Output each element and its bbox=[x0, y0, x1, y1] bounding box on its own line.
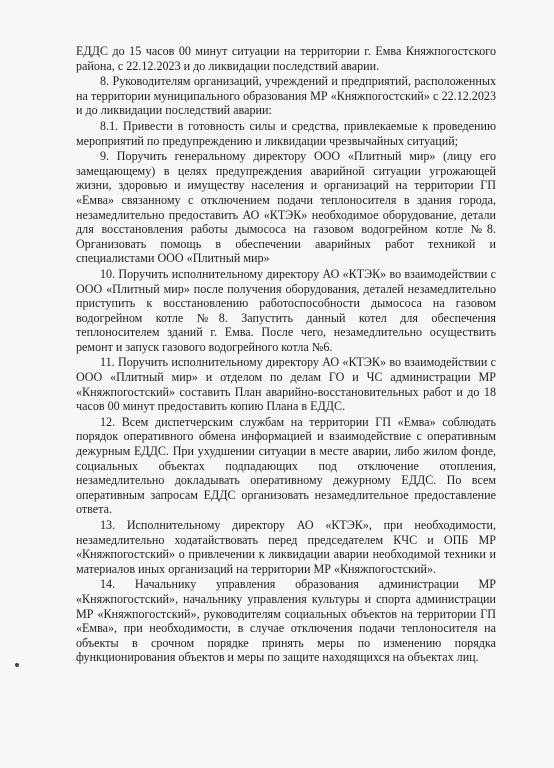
paragraph-item-11: 11. Поручить исполнительному директору АО «КТЭК» во взаимодействии с ООО «Плитный мир» и отделом по делам ГО и ЧС администрации МР «Княжпогостский» составить План аварийно-восстановительных работ и до 18 часов 00 минут предоставить копию Плана в ЕДДС. bbox=[76, 355, 496, 414]
paragraph-item-13: 13. Исполнительному директору АО «КТЭК», при необходимости, незамедлительно ходатайствовать перед председателем КЧС и ОПБ МР «Княжпогостский» о привлечении к ликвидации аварии необходимой техники и материалов иных организаций на территории МР «Княжпогостский». bbox=[76, 518, 496, 576]
paragraph-continuation: ЕДДС до 15 часов 00 минут ситуации на территории г. Емва Княжпогостского района, с 22.12.2023 и до ликвидации последствий аварии. bbox=[76, 44, 496, 73]
paragraph-item-9: 9. Поручить генеральному директору ООО «Плитный мир» (лицу его замещающему) в целях предупреждения аварийной ситуации угрожающей жизни, здоровью и имуществу населения и организаций на территории ГП «Емва» связанному с отключением подачи теплоносителя в здания города, незамедлительно предоставить АО «КТЭК» необходимое оборудование, детали для восстановления работы дымососа на газовом водогрейном котле №8. Организовать помощь в обеспечении аварийных работ техникой и специалистами ООО «Плитный мир» bbox=[76, 149, 496, 266]
paragraph-item-10: 10. Поручить исполнительному директору АО «КТЭК» во взаимодействии с ООО «Плитный мир» после получения оборудования, деталей незамедлительно приступить к восстановлению работоспособности дымососа на газовом водогрейном котле №8. Запустить данный котел для обеспечения теплоносителем зданий г. Емва. После чего, незамедлительно осуществить ремонт и запуск газового водогрейного котла №6. bbox=[76, 266, 496, 354]
paragraph-item-8-1: 8.1. Привести в готовность силы и средства, привлекаемые к проведению мероприятий по предупреждению и ликвидации чрезвычайных ситуаций; bbox=[76, 118, 496, 148]
paragraph-item-14: 14. Начальнику управления образования администрации МР «Княжпогостский», начальнику управления культуры и спорта администрации МР «Княжпогостский», руководителям социальных объектов на территории ГП «Емва», при необходимости, в случае отключения подачи теплоносителя на объекты в срочном порядке принять меры по изменению порядка функционирования объектов и меры по защите находящихся на объектах лиц. bbox=[76, 577, 496, 665]
paragraph-item-12: 12. Всем диспетчерским службам на территории ГП «Емва» соблюдать порядок оперативного обмена информацией и взаимодействие с оперативным дежурным ЕДДС. При ухудшении ситуации в месте аварии, либо жилом фонде, социальных объектах подпадающих под отключение отопления, незамедлительно докладывать оперативному дежурному ЕДДС. По всем оперативным запросам ЕДДС организовать незамедлительное предоставление ответа. bbox=[76, 414, 496, 517]
scan-mark bbox=[15, 663, 19, 667]
paragraph-item-8: 8. Руководителям организаций, учреждений и предприятий, расположенных на территории муниципального образования МР «Княжпогостский» с 22.12.2023 и до ликвидации последствий аварии: bbox=[76, 74, 496, 118]
